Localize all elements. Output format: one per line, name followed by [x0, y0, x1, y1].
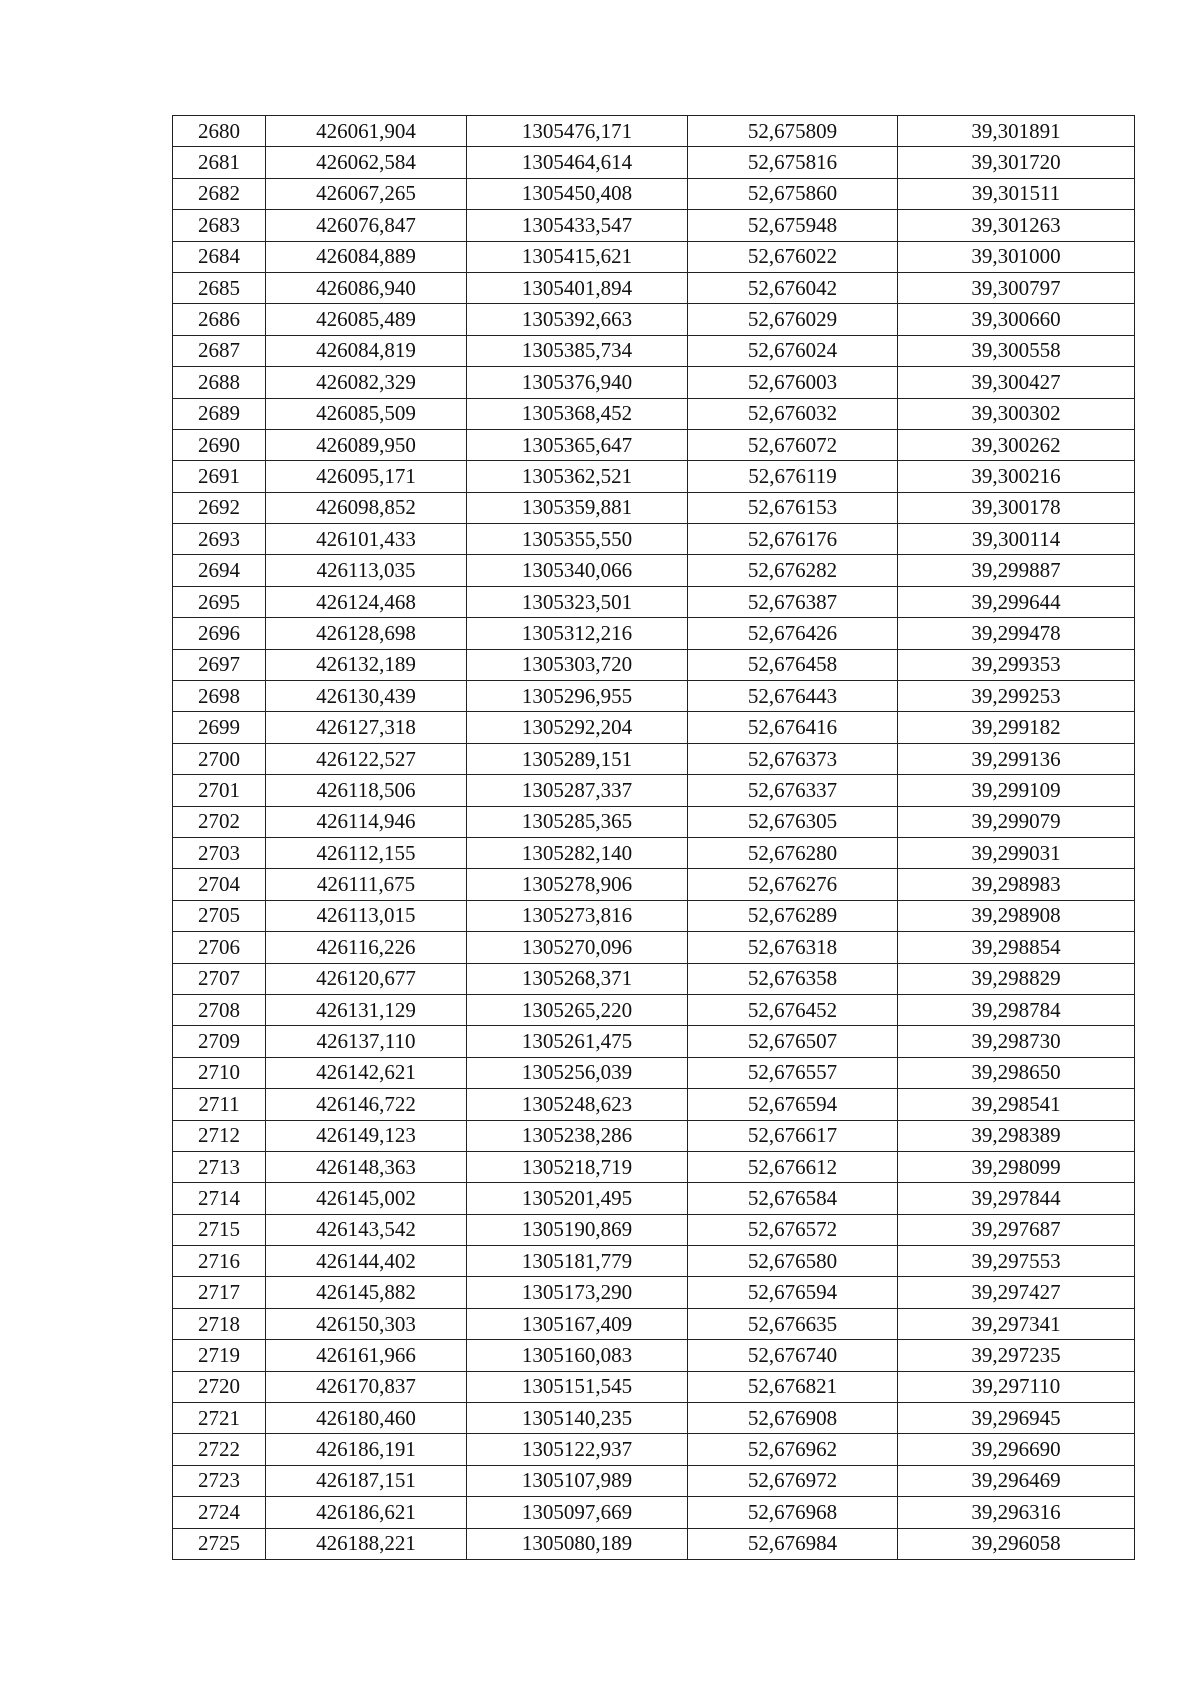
y-coordinate-cell: 1305401,894 [467, 272, 688, 303]
table-row [173, 1057, 1135, 1088]
x-coordinate-cell: 426161,966 [266, 1340, 467, 1371]
latitude-cell: 52,676443 [688, 681, 898, 712]
x-coordinate-cell: 426098,852 [266, 492, 467, 523]
y-coordinate-cell: 1305268,371 [467, 963, 688, 994]
point-number-cell: 2711 [173, 1089, 266, 1120]
point-number-cell: 2684 [173, 241, 266, 272]
y-coordinate-cell: 1305261,475 [467, 1026, 688, 1057]
longitude-cell: 39,298389 [898, 1120, 1135, 1151]
longitude-cell: 39,299031 [898, 837, 1135, 868]
latitude-cell: 52,676024 [688, 335, 898, 366]
latitude-cell: 52,675860 [688, 178, 898, 209]
table-row [173, 681, 1135, 712]
x-coordinate-cell: 426148,363 [266, 1151, 467, 1182]
longitude-cell: 39,298983 [898, 869, 1135, 900]
longitude-cell: 39,298784 [898, 994, 1135, 1025]
latitude-cell: 52,676458 [688, 649, 898, 680]
table-row [173, 586, 1135, 617]
x-coordinate-cell: 426128,698 [266, 618, 467, 649]
x-coordinate-cell: 426082,329 [266, 367, 467, 398]
x-coordinate-cell: 426150,303 [266, 1308, 467, 1339]
y-coordinate-cell: 1305218,719 [467, 1151, 688, 1182]
point-number-cell: 2685 [173, 272, 266, 303]
point-number-cell: 2705 [173, 900, 266, 931]
table-row [173, 837, 1135, 868]
y-coordinate-cell: 1305385,734 [467, 335, 688, 366]
longitude-cell: 39,296058 [898, 1528, 1135, 1559]
x-coordinate-cell: 426084,819 [266, 335, 467, 366]
point-number-cell: 2712 [173, 1120, 266, 1151]
longitude-cell: 39,301720 [898, 147, 1135, 178]
longitude-cell: 39,298908 [898, 900, 1135, 931]
y-coordinate-cell: 1305273,816 [467, 900, 688, 931]
latitude-cell: 52,676635 [688, 1308, 898, 1339]
table-row [173, 1403, 1135, 1434]
latitude-cell: 52,676042 [688, 272, 898, 303]
latitude-cell: 52,676029 [688, 304, 898, 335]
latitude-cell: 52,676153 [688, 492, 898, 523]
table-row [173, 555, 1135, 586]
table-row [173, 649, 1135, 680]
table-row [173, 900, 1135, 931]
y-coordinate-cell: 1305287,337 [467, 775, 688, 806]
latitude-cell: 52,676282 [688, 555, 898, 586]
point-number-cell: 2725 [173, 1528, 266, 1559]
latitude-cell: 52,676580 [688, 1246, 898, 1277]
longitude-cell: 39,299887 [898, 555, 1135, 586]
y-coordinate-cell: 1305173,290 [467, 1277, 688, 1308]
latitude-cell: 52,676557 [688, 1057, 898, 1088]
table-row [173, 210, 1135, 241]
point-number-cell: 2690 [173, 429, 266, 460]
y-coordinate-cell: 1305151,545 [467, 1371, 688, 1402]
x-coordinate-cell: 426085,509 [266, 398, 467, 429]
y-coordinate-cell: 1305201,495 [467, 1183, 688, 1214]
point-number-cell: 2713 [173, 1151, 266, 1182]
point-number-cell: 2706 [173, 932, 266, 963]
table-row [173, 1340, 1135, 1371]
latitude-cell: 52,676968 [688, 1497, 898, 1528]
table-row [173, 618, 1135, 649]
x-coordinate-cell: 426137,110 [266, 1026, 467, 1057]
y-coordinate-cell: 1305285,365 [467, 806, 688, 837]
x-coordinate-cell: 426114,946 [266, 806, 467, 837]
x-coordinate-cell: 426132,189 [266, 649, 467, 680]
longitude-cell: 39,296945 [898, 1403, 1135, 1434]
y-coordinate-cell: 1305359,881 [467, 492, 688, 523]
longitude-cell: 39,297427 [898, 1277, 1135, 1308]
y-coordinate-cell: 1305476,171 [467, 116, 688, 147]
longitude-cell: 39,300114 [898, 524, 1135, 555]
table-row [173, 1371, 1135, 1402]
point-number-cell: 2683 [173, 210, 266, 241]
x-coordinate-cell: 426145,882 [266, 1277, 467, 1308]
table-row [173, 1214, 1135, 1245]
x-coordinate-cell: 426142,621 [266, 1057, 467, 1088]
point-number-cell: 2723 [173, 1465, 266, 1496]
y-coordinate-cell: 1305190,869 [467, 1214, 688, 1245]
point-number-cell: 2709 [173, 1026, 266, 1057]
longitude-cell: 39,299182 [898, 712, 1135, 743]
longitude-cell: 39,301891 [898, 116, 1135, 147]
latitude-cell: 52,676373 [688, 743, 898, 774]
y-coordinate-cell: 1305340,066 [467, 555, 688, 586]
longitude-cell: 39,300558 [898, 335, 1135, 366]
latitude-cell: 52,676821 [688, 1371, 898, 1402]
table-row [173, 1151, 1135, 1182]
table-row [173, 178, 1135, 209]
latitude-cell: 52,676072 [688, 429, 898, 460]
table-row [173, 461, 1135, 492]
x-coordinate-cell: 426101,433 [266, 524, 467, 555]
point-number-cell: 2687 [173, 335, 266, 366]
longitude-cell: 39,296690 [898, 1434, 1135, 1465]
y-coordinate-cell: 1305181,779 [467, 1246, 688, 1277]
latitude-cell: 52,675809 [688, 116, 898, 147]
point-number-cell: 2699 [173, 712, 266, 743]
x-coordinate-cell: 426076,847 [266, 210, 467, 241]
y-coordinate-cell: 1305415,621 [467, 241, 688, 272]
latitude-cell: 52,676612 [688, 1151, 898, 1182]
table-row [173, 994, 1135, 1025]
point-number-cell: 2701 [173, 775, 266, 806]
point-number-cell: 2694 [173, 555, 266, 586]
longitude-cell: 39,300178 [898, 492, 1135, 523]
x-coordinate-cell: 426127,318 [266, 712, 467, 743]
longitude-cell: 39,299079 [898, 806, 1135, 837]
longitude-cell: 39,297235 [898, 1340, 1135, 1371]
point-number-cell: 2719 [173, 1340, 266, 1371]
x-coordinate-cell: 426170,837 [266, 1371, 467, 1402]
longitude-cell: 39,300427 [898, 367, 1135, 398]
y-coordinate-cell: 1305296,955 [467, 681, 688, 712]
table-row [173, 304, 1135, 335]
point-number-cell: 2724 [173, 1497, 266, 1528]
latitude-cell: 52,676119 [688, 461, 898, 492]
longitude-cell: 39,300216 [898, 461, 1135, 492]
x-coordinate-cell: 426095,171 [266, 461, 467, 492]
x-coordinate-cell: 426187,151 [266, 1465, 467, 1496]
table-row [173, 1277, 1135, 1308]
y-coordinate-cell: 1305292,204 [467, 712, 688, 743]
y-coordinate-cell: 1305464,614 [467, 147, 688, 178]
x-coordinate-cell: 426146,722 [266, 1089, 467, 1120]
longitude-cell: 39,299644 [898, 586, 1135, 617]
table-row [173, 398, 1135, 429]
y-coordinate-cell: 1305362,521 [467, 461, 688, 492]
table-row [173, 1026, 1135, 1057]
x-coordinate-cell: 426131,129 [266, 994, 467, 1025]
point-number-cell: 2688 [173, 367, 266, 398]
y-coordinate-cell: 1305450,408 [467, 178, 688, 209]
longitude-cell: 39,301263 [898, 210, 1135, 241]
x-coordinate-cell: 426116,226 [266, 932, 467, 963]
y-coordinate-cell: 1305256,039 [467, 1057, 688, 1088]
table-row [173, 272, 1135, 303]
latitude-cell: 52,676426 [688, 618, 898, 649]
x-coordinate-cell: 426186,621 [266, 1497, 467, 1528]
y-coordinate-cell: 1305097,669 [467, 1497, 688, 1528]
latitude-cell: 52,676962 [688, 1434, 898, 1465]
table-row [173, 1120, 1135, 1151]
table-row [173, 147, 1135, 178]
table-row [173, 367, 1135, 398]
point-number-cell: 2686 [173, 304, 266, 335]
x-coordinate-cell: 426130,439 [266, 681, 467, 712]
longitude-cell: 39,301000 [898, 241, 1135, 272]
latitude-cell: 52,676908 [688, 1403, 898, 1434]
y-coordinate-cell: 1305392,663 [467, 304, 688, 335]
x-coordinate-cell: 426122,527 [266, 743, 467, 774]
latitude-cell: 52,676289 [688, 900, 898, 931]
latitude-cell: 52,676280 [688, 837, 898, 868]
y-coordinate-cell: 1305080,189 [467, 1528, 688, 1559]
longitude-cell: 39,299109 [898, 775, 1135, 806]
point-number-cell: 2691 [173, 461, 266, 492]
point-number-cell: 2704 [173, 869, 266, 900]
y-coordinate-cell: 1305278,906 [467, 869, 688, 900]
y-coordinate-cell: 1305107,989 [467, 1465, 688, 1496]
longitude-cell: 39,298829 [898, 963, 1135, 994]
longitude-cell: 39,300797 [898, 272, 1135, 303]
longitude-cell: 39,297687 [898, 1214, 1135, 1245]
latitude-cell: 52,675816 [688, 147, 898, 178]
coordinates-table [172, 115, 1135, 1560]
x-coordinate-cell: 426145,002 [266, 1183, 467, 1214]
table-row [173, 932, 1135, 963]
latitude-cell: 52,676003 [688, 367, 898, 398]
table-row [173, 869, 1135, 900]
point-number-cell: 2698 [173, 681, 266, 712]
x-coordinate-cell: 426143,542 [266, 1214, 467, 1245]
x-coordinate-cell: 426188,221 [266, 1528, 467, 1559]
point-number-cell: 2721 [173, 1403, 266, 1434]
point-number-cell: 2714 [173, 1183, 266, 1214]
latitude-cell: 52,676022 [688, 241, 898, 272]
table-row [173, 1246, 1135, 1277]
y-coordinate-cell: 1305365,647 [467, 429, 688, 460]
table-row [173, 712, 1135, 743]
longitude-cell: 39,299478 [898, 618, 1135, 649]
y-coordinate-cell: 1305433,547 [467, 210, 688, 241]
latitude-cell: 52,676617 [688, 1120, 898, 1151]
point-number-cell: 2695 [173, 586, 266, 617]
point-number-cell: 2682 [173, 178, 266, 209]
longitude-cell: 39,299136 [898, 743, 1135, 774]
y-coordinate-cell: 1305289,151 [467, 743, 688, 774]
latitude-cell: 52,676416 [688, 712, 898, 743]
table-row [173, 524, 1135, 555]
latitude-cell: 52,676337 [688, 775, 898, 806]
longitude-cell: 39,299253 [898, 681, 1135, 712]
y-coordinate-cell: 1305238,286 [467, 1120, 688, 1151]
x-coordinate-cell: 426061,904 [266, 116, 467, 147]
latitude-cell: 52,676740 [688, 1340, 898, 1371]
point-number-cell: 2680 [173, 116, 266, 147]
table-row [173, 335, 1135, 366]
table-row [173, 241, 1135, 272]
longitude-cell: 39,299353 [898, 649, 1135, 680]
table-row [173, 1183, 1135, 1214]
x-coordinate-cell: 426089,950 [266, 429, 467, 460]
point-number-cell: 2681 [173, 147, 266, 178]
x-coordinate-cell: 426111,675 [266, 869, 467, 900]
y-coordinate-cell: 1305160,083 [467, 1340, 688, 1371]
x-coordinate-cell: 426113,015 [266, 900, 467, 931]
table-row [173, 1497, 1135, 1528]
point-number-cell: 2716 [173, 1246, 266, 1277]
x-coordinate-cell: 426084,889 [266, 241, 467, 272]
x-coordinate-cell: 426186,191 [266, 1434, 467, 1465]
y-coordinate-cell: 1305265,220 [467, 994, 688, 1025]
point-number-cell: 2702 [173, 806, 266, 837]
longitude-cell: 39,298650 [898, 1057, 1135, 1088]
longitude-cell: 39,297341 [898, 1308, 1135, 1339]
latitude-cell: 52,676176 [688, 524, 898, 555]
longitude-cell: 39,297844 [898, 1183, 1135, 1214]
longitude-cell: 39,298854 [898, 932, 1135, 963]
point-number-cell: 2717 [173, 1277, 266, 1308]
y-coordinate-cell: 1305312,216 [467, 618, 688, 649]
table-row [173, 1089, 1135, 1120]
longitude-cell: 39,296469 [898, 1465, 1135, 1496]
longitude-cell: 39,297553 [898, 1246, 1135, 1277]
latitude-cell: 52,676452 [688, 994, 898, 1025]
latitude-cell: 52,676305 [688, 806, 898, 837]
x-coordinate-cell: 426113,035 [266, 555, 467, 586]
y-coordinate-cell: 1305303,720 [467, 649, 688, 680]
longitude-cell: 39,298099 [898, 1151, 1135, 1182]
point-number-cell: 2689 [173, 398, 266, 429]
point-number-cell: 2693 [173, 524, 266, 555]
longitude-cell: 39,298541 [898, 1089, 1135, 1120]
table-row [173, 1434, 1135, 1465]
latitude-cell: 52,676984 [688, 1528, 898, 1559]
latitude-cell: 52,676276 [688, 869, 898, 900]
y-coordinate-cell: 1305248,623 [467, 1089, 688, 1120]
y-coordinate-cell: 1305323,501 [467, 586, 688, 617]
x-coordinate-cell: 426180,460 [266, 1403, 467, 1434]
point-number-cell: 2703 [173, 837, 266, 868]
point-number-cell: 2715 [173, 1214, 266, 1245]
table-row [173, 1308, 1135, 1339]
longitude-cell: 39,297110 [898, 1371, 1135, 1402]
longitude-cell: 39,296316 [898, 1497, 1135, 1528]
table-row [173, 806, 1135, 837]
longitude-cell: 39,300262 [898, 429, 1135, 460]
coordinates-table-body [173, 116, 1135, 1560]
latitude-cell: 52,676507 [688, 1026, 898, 1057]
latitude-cell: 52,676972 [688, 1465, 898, 1496]
x-coordinate-cell: 426085,489 [266, 304, 467, 335]
y-coordinate-cell: 1305122,937 [467, 1434, 688, 1465]
point-number-cell: 2692 [173, 492, 266, 523]
y-coordinate-cell: 1305368,452 [467, 398, 688, 429]
y-coordinate-cell: 1305270,096 [467, 932, 688, 963]
latitude-cell: 52,676358 [688, 963, 898, 994]
longitude-cell: 39,298730 [898, 1026, 1135, 1057]
table-row [173, 1528, 1135, 1559]
longitude-cell: 39,301511 [898, 178, 1135, 209]
x-coordinate-cell: 426118,506 [266, 775, 467, 806]
latitude-cell: 52,676318 [688, 932, 898, 963]
point-number-cell: 2722 [173, 1434, 266, 1465]
point-number-cell: 2710 [173, 1057, 266, 1088]
point-number-cell: 2720 [173, 1371, 266, 1402]
point-number-cell: 2718 [173, 1308, 266, 1339]
point-number-cell: 2696 [173, 618, 266, 649]
x-coordinate-cell: 426112,155 [266, 837, 467, 868]
table-row [173, 1465, 1135, 1496]
latitude-cell: 52,676387 [688, 586, 898, 617]
table-row [173, 775, 1135, 806]
table-row [173, 963, 1135, 994]
x-coordinate-cell: 426067,265 [266, 178, 467, 209]
point-number-cell: 2700 [173, 743, 266, 774]
point-number-cell: 2697 [173, 649, 266, 680]
latitude-cell: 52,676584 [688, 1183, 898, 1214]
x-coordinate-cell: 426144,402 [266, 1246, 467, 1277]
x-coordinate-cell: 426120,677 [266, 963, 467, 994]
latitude-cell: 52,676594 [688, 1277, 898, 1308]
latitude-cell: 52,676594 [688, 1089, 898, 1120]
table-row [173, 492, 1135, 523]
longitude-cell: 39,300302 [898, 398, 1135, 429]
y-coordinate-cell: 1305355,550 [467, 524, 688, 555]
point-number-cell: 2708 [173, 994, 266, 1025]
latitude-cell: 52,676032 [688, 398, 898, 429]
table-row [173, 429, 1135, 460]
latitude-cell: 52,675948 [688, 210, 898, 241]
table-row [173, 116, 1135, 147]
longitude-cell: 39,300660 [898, 304, 1135, 335]
x-coordinate-cell: 426124,468 [266, 586, 467, 617]
x-coordinate-cell: 426086,940 [266, 272, 467, 303]
y-coordinate-cell: 1305140,235 [467, 1403, 688, 1434]
y-coordinate-cell: 1305167,409 [467, 1308, 688, 1339]
latitude-cell: 52,676572 [688, 1214, 898, 1245]
x-coordinate-cell: 426149,123 [266, 1120, 467, 1151]
point-number-cell: 2707 [173, 963, 266, 994]
y-coordinate-cell: 1305282,140 [467, 837, 688, 868]
x-coordinate-cell: 426062,584 [266, 147, 467, 178]
y-coordinate-cell: 1305376,940 [467, 367, 688, 398]
table-row [173, 743, 1135, 774]
